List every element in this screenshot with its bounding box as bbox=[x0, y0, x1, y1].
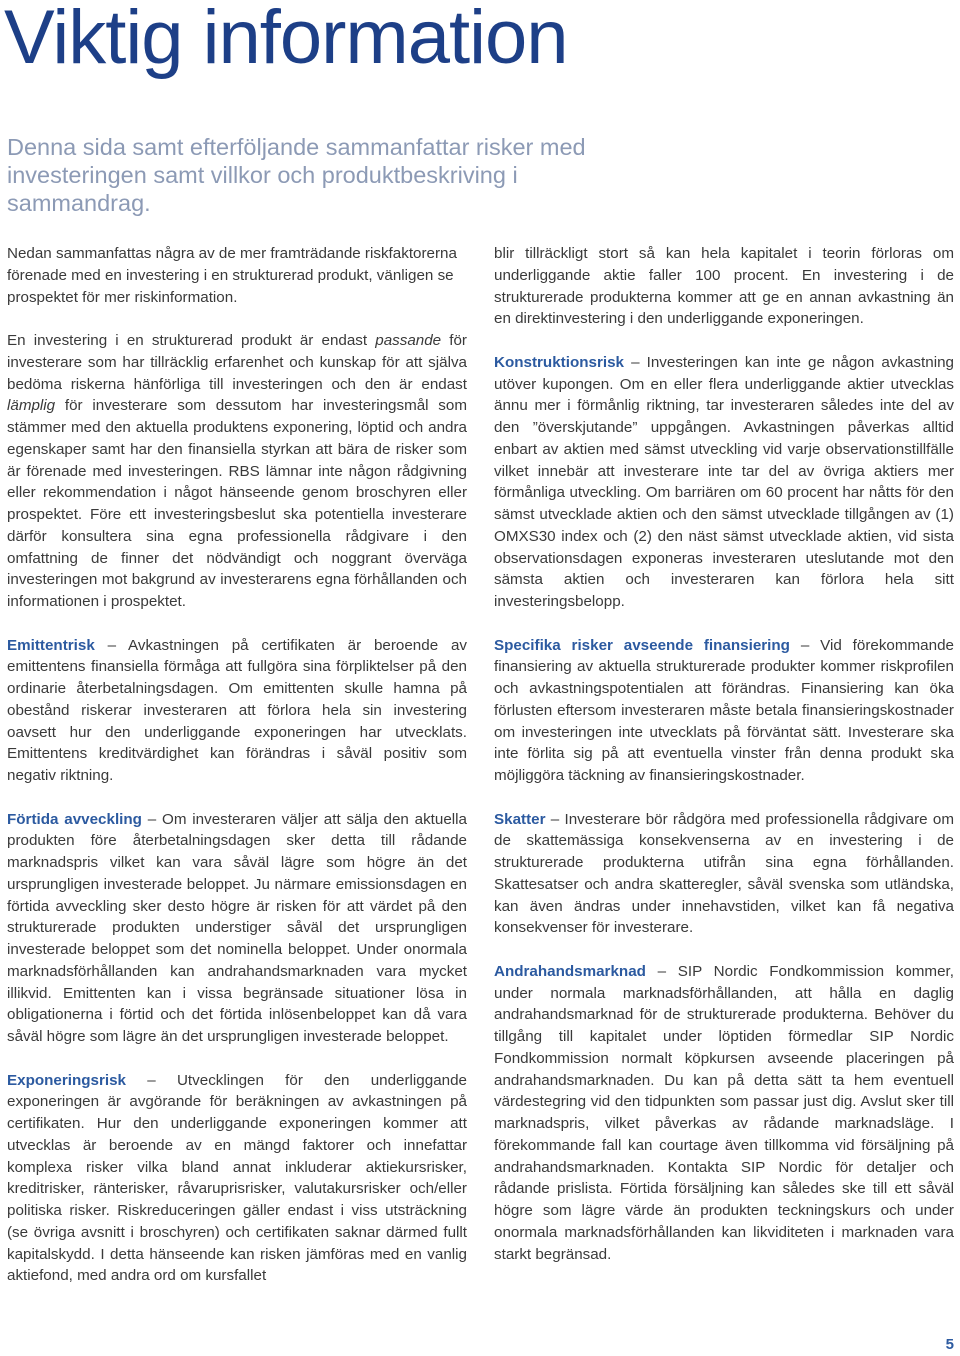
andrahandsmarknad-body: SIP Nordic Fondkommission kommer, under normala marknadsförhållanden, att hålla en daglig andrahandsmarknad för de strukturerade produkterna. Behöver du tillgång till kapitalet under löptiden förmedlar SIP Nordic Fondkommission normalt köpkursen avseende placeringen på andrahandsmarknaden. Du kan på detta sätt ta hem eventuell värdestegring vid den tidpunkten som passar just dig. Avslut sker till marknadspris, vilket påverkas av rådande marknadsläge. I förekommande fall kan courtage även tillkomma vid försäljning på andrahandsmarknaden. Kontakta SIP Nordic för detaljer och rådande prislista. Förtida försäljning kan således ske till ett såväl högre som lägre värde än produkten teckningskurs och under onormala marknadsförhållanden kan likviditeten i marknaden vara starkt begränsad. bbox=[494, 962, 954, 1263]
fortida-avveckling-section bbox=[7, 809, 467, 1048]
andrahandsmarknad-section bbox=[494, 961, 954, 1266]
dash: – bbox=[147, 1071, 156, 1089]
dash: – bbox=[800, 636, 810, 654]
konstruktionsrisk-body: Investeringen kan inte ge någon avkastning utöver kupongen. Om en eller flera underliggande aktier utvecklas ännu mer i förmånlig riktning, tar investeraren således inte del av den ”överskjutande” uppgången. Avkastningen påverkas alltid enbart av aktien med sämst utveckling vid varje observationstillfälle vilket innebär att investerare inte tar del av övriga aktiers mer förmånliga utveckling. Om barriären om 60 procent har nåtts för den sämst utvecklade aktien och den sämst utvecklade tillgången av (1) OMXS30 index och (2) den näst sämst utvecklade aktien, vid sista observationsdagen exponeras investeraren uteslutande mot den sämsta aktien och investeraren kan förlora hela sitt investeringsbelopp. bbox=[494, 353, 954, 610]
page-number: 5 bbox=[945, 1336, 954, 1353]
finansiering-heading: Specifika risker avseende finansiering bbox=[494, 636, 790, 654]
andrahandsmarknad-heading: Andrahandsmarknad bbox=[494, 962, 646, 980]
skatter-heading: Skatter bbox=[494, 810, 546, 828]
dash: – bbox=[147, 810, 157, 828]
exponeringsrisk-body: Utvecklingen för den underliggande exponeringen är avgörande för beräkningen av avkastningen på certifikaten. Hur den underliggande exponeringen kommer att utvecklas är beroende av en mängd faktorer och innefattar komplexa risker vilka bland annat inkluderar aktiekursrisker, kreditrisker, ränterisker, råvaruprisrisker, valutakursrisker och/eller politiska risker. Riskreduceringen gäller endast i viss utsträckning (se övriga avsnitt i broschyren) och certifikaten saknar därmed fullt kapitalskydd. I detta hänseende kan risken jämföras med en vanlig aktiefond, med andra ord om kursfallet bbox=[7, 1071, 467, 1285]
suitability-text-2: för investerare som har tillräcklig erfarenhet och kunskap för att själva bedöma riskerna hänförliga till investeringen och den är endast bbox=[7, 332, 467, 393]
fortida-avveckling-body: Om investeraren väljer att sälja den aktuella produkten före återbetalningsdagen sker detta till rådande marknadspris vilket kan vara såväl lägre som högre än det ursprungligen investerade beloppet. Ju närmare emissionsdagen en förtida avveckling sker desto högre är risken för att värdet på den strukturerade produkten understiger såväl det ursprungligen investerade beloppet som det nominella beloppet. Under onormala marknadsförhållanden kan andrahandsmarknaden vara mycket illikvid. Emittenten kan i vissa begränsade situationer lösa in obligationerna i förtid och det förtida inlösenbeloppet kan då vara såväl högre som lägre än det ursprungligen investerade beloppet. bbox=[7, 810, 467, 1045]
intro-paragraph: Nedan sammanfattas några av de mer framträdande riskfaktorerna förenade med en investering i en strukturerad produkt, vänligen se prospektet för mer riskinformation. bbox=[7, 245, 457, 306]
suitability-emphasis-lamplig: lämplig bbox=[7, 397, 56, 415]
fortida-avveckling-heading: Förtida avveckling bbox=[7, 810, 142, 828]
page-title: Viktig information bbox=[4, 0, 568, 80]
exponeringsrisk-section bbox=[7, 1070, 467, 1288]
konstruktionsrisk-heading: Konstruktionsrisk bbox=[494, 353, 624, 371]
dash: – bbox=[107, 636, 117, 654]
suitability-text-3: för investerare som dessutom har investeringsmål som stämmer med den aktuella produktens exponering, löptid och andra egenskaper samt har den finansiella styrkan att bära de risker som är förenade med investeringen. RBS lämnar inte någon rådgivning eller rekommendation i något hänseende genom broschyren eller prospektet. Före ett investeringsbeslut ska potentiella investerare därför konsultera sina egna professionella rådgivare i den omfattning de finner det nödvändigt och noggrant överväga investeringen mot bakgrund av investerarens egna förhållanden och informationen i prospektet. bbox=[7, 397, 467, 610]
page-subtitle: Denna sida samt efterföljande sammanfattar risker med investeringen samt villkor och produktbeskriving i sammandrag. bbox=[7, 134, 586, 216]
suitability-paragraph bbox=[7, 330, 467, 613]
suitability-text-1: En investering i en strukturerad produkt är endast bbox=[7, 332, 376, 349]
skatter-body: Investerare bör rådgöra med professionella rådgivare om de skattemässiga konsekvenserna av en investering i de strukturerade produkterna utifrån sina egna förhållanden. Skattesatser och andra skatteregler, såväl svenska som utländska, kan även ändras under innehavstiden, vilket kan få negativa konsekvenser för investerare. bbox=[494, 810, 954, 937]
emittentrisk-section bbox=[7, 635, 467, 787]
dash: – bbox=[657, 962, 667, 980]
suitability-emphasis-passande: passande bbox=[375, 332, 442, 349]
finansiering-body: Vid förekommande finansiering av aktuella strukturerade produkter kommer riskprofilen och avkastningspotentialen att förändras. Finansiering kan öka förlusten eftersom investeraren måste betala finansieringskostnader om investeringen inte utvecklats på förväntat sätt. Investerare ska inte förlita sig på att eventuella vinster från denna produkt ska möjliggöra täckning av finansieringskostnader. bbox=[494, 636, 954, 784]
continuation-paragraph: blir tillräckligt stort så kan hela kapitalet i teorin förloras om underliggande aktie faller 100 procent. En investering i de strukturerade produkterna kommer att ge en annan avkastning än en direktinvestering i den underliggande exponeringen. bbox=[494, 245, 954, 328]
exponeringsrisk-heading: Exponeringsrisk bbox=[7, 1071, 127, 1089]
right-column bbox=[494, 243, 954, 1287]
dash: – bbox=[631, 353, 640, 371]
skatter-section bbox=[494, 809, 954, 940]
emittentrisk-body: Avkastningen på certifikaten är beroende av emittentens finansiella förmåga att fullgöra sina förpliktelser på den ordinarie återbetalningsdagen. Om emittenten skulle hamna på obestånd riskerar investeraren att förlora hela sin investering oavsett hur den underliggande exponeringen har utvecklats. Emittentens kreditvärdighet kan förändras i såväl positiv som negativ riktning. bbox=[7, 636, 467, 784]
left-column bbox=[7, 243, 467, 1309]
emittentrisk-heading: Emittentrisk bbox=[7, 636, 95, 654]
konstruktionsrisk-section bbox=[494, 352, 954, 613]
dash: – bbox=[550, 810, 560, 828]
finansiering-section bbox=[494, 635, 954, 787]
